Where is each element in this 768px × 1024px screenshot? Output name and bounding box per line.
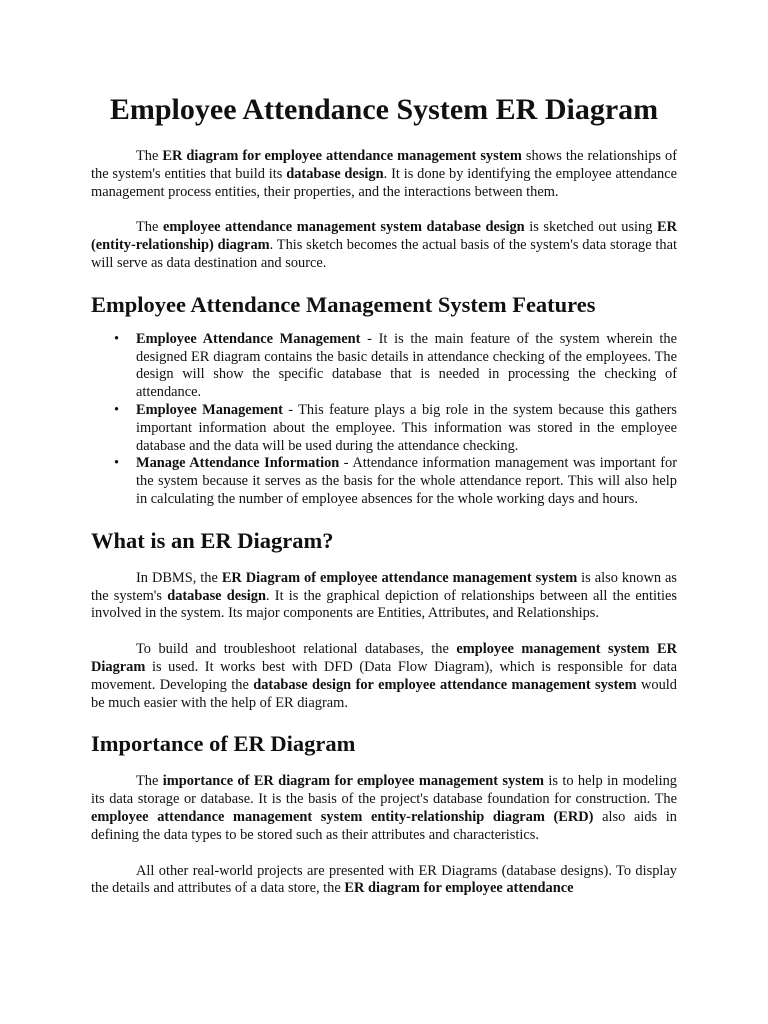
bold-phrase: ER diagram for employee attendance management system [162, 148, 522, 164]
intro-paragraph [91, 148, 677, 201]
bold-phrase: employee management system ER Diagram [91, 641, 678, 675]
bold-phrase: importance of ER diagram for employee management system [162, 773, 544, 790]
bold-phrase: ER diagram for employee attendance [344, 880, 574, 897]
document-title: Employee Attendance System ER Diagram [109, 93, 659, 126]
features-list [91, 331, 677, 509]
text-run: In DBMS, the [136, 569, 222, 586]
bold-phrase: Manage Attendance Information [136, 455, 340, 472]
bold-phrase: Employee Attendance Management [136, 330, 361, 347]
feature-item [114, 330, 677, 402]
importance-paragraph [91, 863, 677, 899]
text-run: would be much easier with the help of ER diagram. [91, 676, 677, 711]
importance-paragraph [91, 773, 677, 844]
text-run: All other real-world projects are presented with ER Diagrams (database designs). To display the details and attributes of a data store, the [91, 862, 677, 897]
text-run: The [136, 148, 163, 164]
bold-phrase: database design [286, 165, 384, 182]
text-run: . It is done by identifying the employee attendance management process entities, their properties, and the interactions between them. [91, 165, 677, 200]
bullet-icon: • [114, 330, 120, 347]
bold-phrase: database design [167, 587, 266, 604]
feature-item [114, 401, 677, 455]
text-run: is sketched out using [524, 219, 657, 236]
text-run: - Attendance information management was important for the system because it serves as the basis for the whole attendance report. This will also help in calculating the number of employee absences for the whole working days and hours. [136, 455, 677, 507]
bold-phrase: employee attendance management system database design [162, 219, 525, 236]
text-run: - It is the main feature of the system wherein the designed ER diagram contains the basic details in attendance checking of the employees. The design will show the specific database that is needed in processing the checking of attendance. [136, 330, 677, 401]
bullet-icon: • [114, 455, 120, 472]
bold-phrase: database design for employee attendance management system [253, 676, 637, 693]
text-run: is to help in modeling its data storage or database. It is the basis of the project's database foundation for construction. The [91, 773, 677, 808]
text-run: The [136, 773, 163, 790]
bullet-icon: • [114, 401, 120, 418]
text-run: shows the relationships of the system's entities that build its [91, 148, 678, 182]
bold-phrase: employee attendance management system entity-relationship diagram (ERD) [91, 808, 594, 825]
feature-text [136, 402, 677, 454]
text-run: . This sketch becomes the actual basis of the system's data storage that will serve as data destination and source. [91, 237, 677, 271]
text-run: is also known as the system's [91, 569, 677, 604]
what-is-er-heading: What is an ER Diagram? [91, 527, 334, 553]
feature-item [114, 455, 677, 508]
text-run: - This feature plays a big role in the system because this gathers important information about the employee. This information was stored in the employee database and the data will be used during the attendance checking. [136, 401, 677, 454]
feature-text [136, 455, 677, 507]
feature-text [136, 331, 677, 400]
text-run: To build and troubleshoot relational databases, the [136, 641, 457, 658]
what-paragraph [91, 641, 677, 712]
importance-heading: Importance of ER Diagram [91, 731, 356, 757]
features-heading: Employee Attendance Management System Features [91, 291, 596, 317]
bold-phrase: Employee Management [136, 401, 283, 418]
text-run: The [136, 219, 163, 236]
intro-paragraph [91, 219, 677, 272]
what-paragraph [91, 570, 677, 623]
text-run: . It is the graphical depiction of relationships between all the entities involved in the system. Its major components are Entities, Attributes, and Relationships. [91, 587, 677, 622]
text-run: also aids in defining the data types to be stored such as their attributes and characteristics. [91, 808, 677, 843]
bold-phrase: ER (entity-relationship) diagram [91, 219, 677, 254]
bold-phrase: ER Diagram of employee attendance management system [221, 569, 578, 586]
text-run: is used. It works best with DFD (Data Flow Diagram), which is responsible for data movement. Developing the [91, 658, 677, 693]
